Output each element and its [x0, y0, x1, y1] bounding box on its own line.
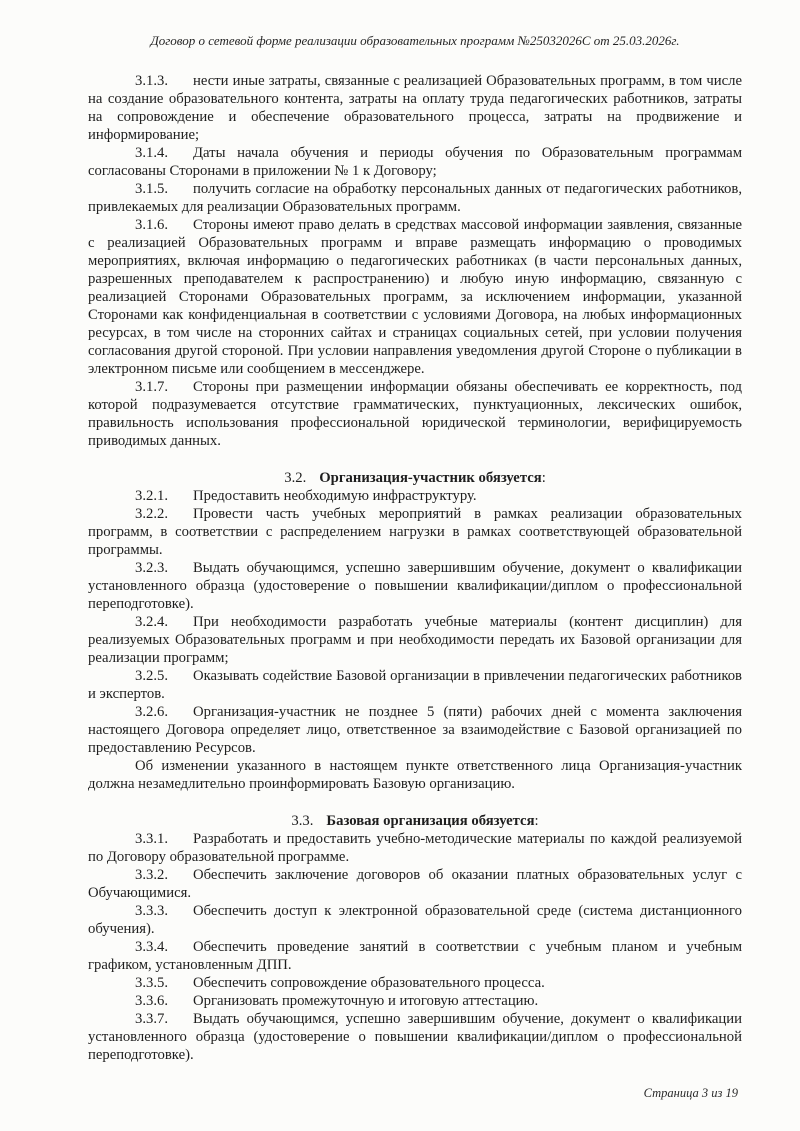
clause-text: нести иные затраты, связанные с реализацией Образовательных программ, в том числе на создание образовательного контента, затраты на оплату труда педагогических работников, затраты на сопровождение и обеспечение образовательного процесса, затраты на продвижение и информирование;: [88, 73, 742, 143]
clause-3-2-6-continuation: [88, 757, 742, 793]
clause-3-1-4: [88, 144, 742, 180]
clause-text: Организовать промежуточную и итоговую аттестацию.: [193, 993, 539, 1009]
clause-number: 3.3.5.: [135, 975, 169, 991]
clause-3-2-5: [88, 667, 742, 703]
clause-3-3-3: [88, 902, 742, 938]
clause-3-2-4: [88, 613, 742, 667]
section-title: Организация-участник обязуется: [319, 470, 542, 486]
clause-text: получить согласие на обработку персональных данных от педагогических работников, привлекаемых для реализации Образовательных программ.: [88, 181, 742, 215]
clause-number: 3.3.7.: [135, 1011, 169, 1027]
clause-3-1-6: [88, 216, 742, 378]
clause-3-2-2: [88, 505, 742, 559]
section-number: 3.3.: [291, 813, 314, 829]
clause-number: 3.1.4.: [135, 145, 169, 161]
clause-3-2-1: [88, 487, 742, 505]
clause-3-3-5: [88, 974, 742, 992]
clause-3-1-5: [88, 180, 742, 216]
clause-text: Обеспечить заключение договоров об оказании платных образовательных услуг с Обучающимися.: [88, 867, 742, 901]
clause-3-3-4: [88, 938, 742, 974]
clause-number: 3.2.2.: [135, 506, 169, 522]
section-number: 3.2.: [284, 470, 307, 486]
document-header: Договор о сетевой форме реализации образовательных программ №25032026С от 25.03.2026г.: [150, 33, 680, 48]
clause-3-2-6: [88, 703, 742, 757]
clause-number: 3.2.1.: [135, 488, 169, 504]
clause-text: Выдать обучающимся, успешно завершившим обучение, документ о квалификации установленного образца (удостоверение о повышении квалификации/диплом о профессиональной переподготовке).: [88, 1011, 742, 1063]
section-title-suffix: :: [534, 813, 539, 829]
clause-text: Разработать и предоставить учебно-методические материалы по каждой реализуемой по Договору образовательной программе.: [88, 831, 742, 865]
clause-3-3-2: [88, 866, 742, 902]
clause-number: 3.2.5.: [135, 668, 169, 684]
section-title-suffix: :: [541, 470, 546, 486]
clause-text: Стороны имеют право делать в средствах массовой информации заявления, связанные с реализацией Образовательных программ и вправе размещать информацию о проводимых мероприятиях, включая информацию о педагогических работниках (в части персональных данных, разрешенных преподавателем к распространению) и любую иную информацию, связанную с реализацией Сторонами Образовательных программ, за исключением информации, указанной Сторонами как конфиденциальная в соответствии с условиями Договора, на любых информационных ресурсах, в том числе на сторонних сайтах и страницах социальных сетей, при условии получения согласования другой стороной. При условии направления уведомления другой Стороне о публикации в электронном письме или сообщением в мессенджере.: [88, 217, 742, 377]
clause-number: 3.1.6.: [135, 217, 169, 233]
section-heading-3-2: [88, 469, 742, 487]
section-title: Базовая организация обязуется: [326, 813, 535, 829]
clause-3-1-3: [88, 72, 742, 144]
clause-number: 3.2.3.: [135, 560, 169, 576]
clause-number: 3.1.7.: [135, 379, 169, 395]
clause-number: 3.3.6.: [135, 993, 169, 1009]
clause-text: Предоставить необходимую инфраструктуру.: [193, 488, 477, 504]
clause-3-2-3: [88, 559, 742, 613]
clause-text: Организация-участник не позднее 5 (пяти) рабочих дней с момента заключения настоящего Договора определяет лицо, ответственное за взаимодействие с Базовой организацией по предоставлению Ресурсов.: [88, 704, 742, 756]
clause-number: 3.1.3.: [135, 73, 169, 89]
clause-text: Оказывать содействие Базовой организации в привлечении педагогических работников и экспертов.: [88, 668, 742, 702]
page-number-label: Страница 3 из 19: [643, 1086, 738, 1100]
clause-number: 3.3.2.: [135, 867, 169, 883]
clause-text: Выдать обучающимся, успешно завершившим обучение, документ о квалификации установленного образца (удостоверение о повышении квалификации/диплом о профессиональной переподготовке).: [88, 560, 742, 612]
clause-number: 3.3.1.: [135, 831, 169, 847]
clause-number: 3.3.3.: [135, 903, 169, 919]
clause-number: 3.2.6.: [135, 704, 169, 720]
clause-3-3-1: [88, 830, 742, 866]
clause-3-1-7: [88, 378, 742, 450]
clause-number: 3.1.5.: [135, 181, 169, 197]
clause-text: При необходимости разработать учебные материалы (контент дисциплин) для реализуемых Образовательных программ и при необходимости передать их Базовой организации для реализации программ;: [88, 614, 742, 666]
clause-number: 3.3.4.: [135, 939, 169, 955]
clause-text: Провести часть учебных мероприятий в рамках реализации образовательных программ, в соответствии с распределением нагрузки в рамках соответствующей образовательной программы.: [88, 506, 742, 558]
clause-text: Обеспечить доступ к электронной образовательной среде (система дистанционного обучения).: [88, 903, 742, 937]
clause-text: Стороны при размещении информации обязаны обеспечивать ее корректность, под которой подразумевается отсутствие грамматических, пунктуационных, лексических ошибок, правильность использования профессиональной юридической терминологии, верифицируемость приводимых данных.: [88, 379, 742, 449]
clause-text: Обеспечить проведение занятий в соответствии с учебным планом и учебным графиком, установленным ДПП.: [88, 939, 742, 973]
clause-3-3-7: [88, 1010, 742, 1064]
clause-text: Даты начала обучения и периоды обучения по Образовательным программам согласованы Сторонами в приложении № 1 к Договору;: [88, 145, 742, 179]
section-heading-3-3: [88, 812, 742, 830]
clause-number: 3.2.4.: [135, 614, 169, 630]
clause-text: Обеспечить сопровождение образовательного процесса.: [193, 975, 545, 991]
clause-text: Об изменении указанного в настоящем пункте ответственного лица Организация-участник должна незамедлительно проинформировать Базовую организацию.: [88, 758, 742, 792]
clause-3-3-6: [88, 992, 742, 1010]
